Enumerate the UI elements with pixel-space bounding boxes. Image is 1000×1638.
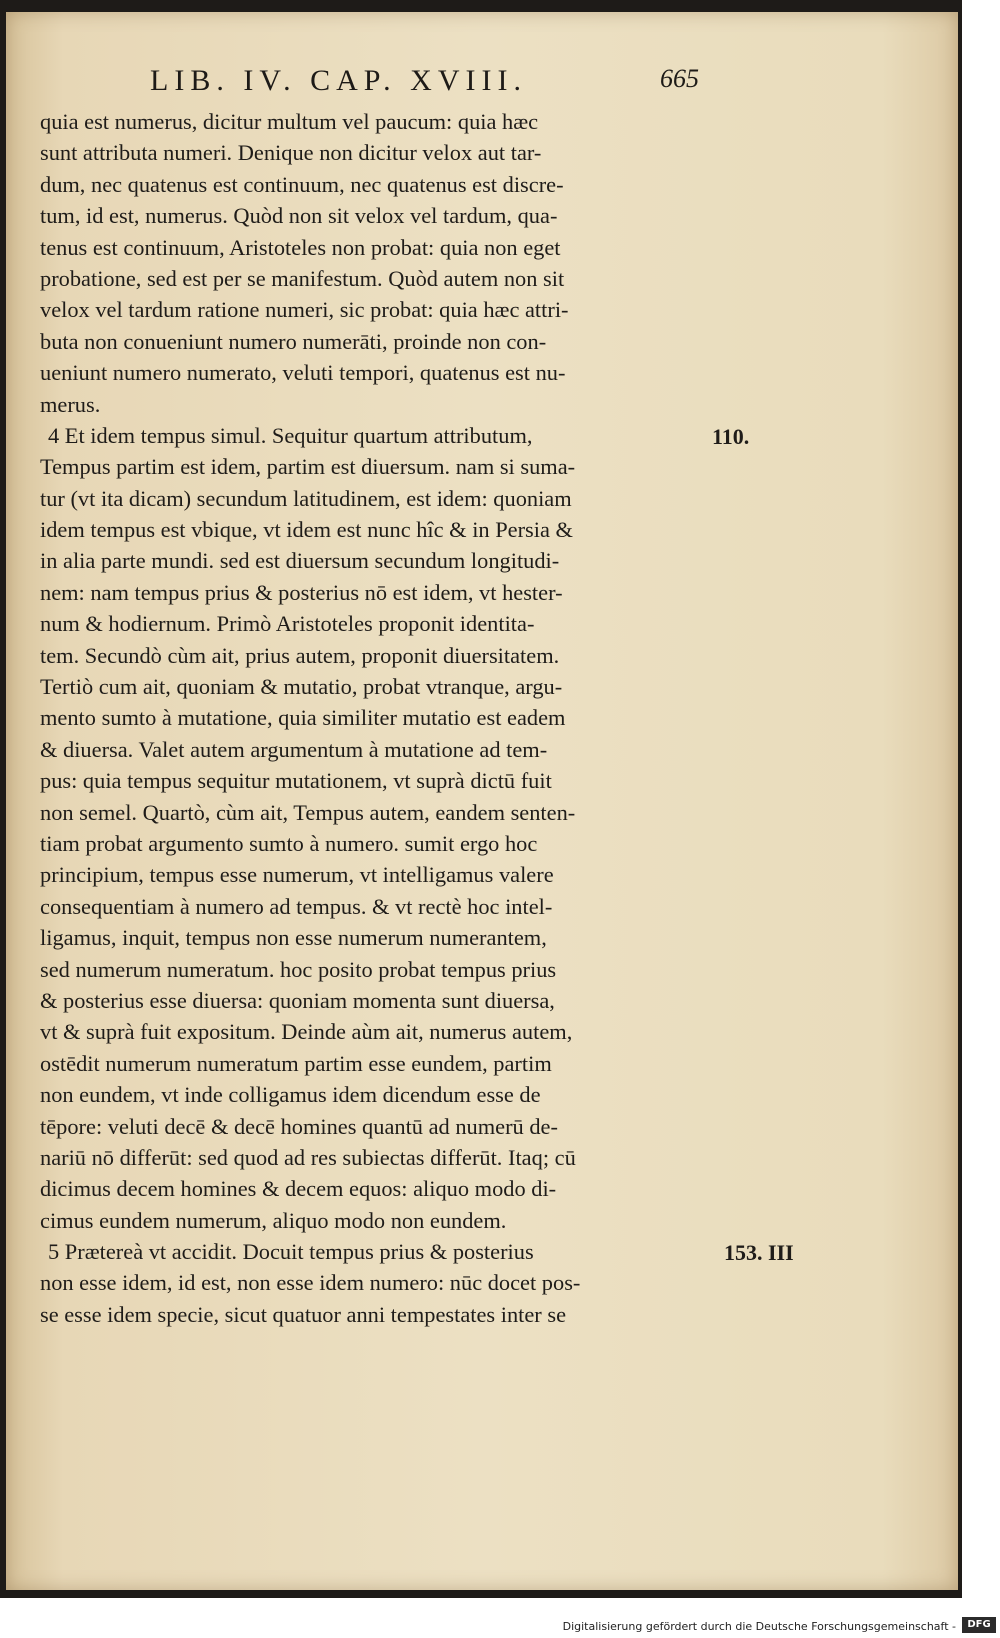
text-line: cimus eundem numerum, aliquo modo non eundem. — [40, 1207, 507, 1233]
text-line: sunt attributa numeri. Denique non dicitur velox aut tar- — [40, 140, 542, 166]
text-line: consequentiam à numero ad tempus. & vt rectè hoc intel- — [40, 893, 553, 919]
margin-note-153: 153. III — [724, 1240, 794, 1265]
text-line: principium, tempus esse numerum, vt intelligamus valere — [40, 862, 554, 888]
text-line: tenus est continuum, Aristoteles non probat: quia non eget — [40, 234, 561, 260]
text-line: nem: nam tempus prius & posterius nō est idem, vt hester- — [40, 579, 563, 605]
text-line: tum, id est, numerus. Quòd non sit velox vel tardum, qua- — [40, 203, 558, 229]
text-line: dum, nec quatenus est continuum, nec quatenus est discre- — [40, 171, 564, 197]
text-line: ligamus, inquit, tempus non esse numerum numerantem, — [40, 925, 547, 951]
text-line: in alia parte mundi. sed est diuersum secundum longitudi- — [40, 548, 560, 574]
text-line: non semel. Quartò, cùm ait, Tempus autem, eandem senten- — [40, 799, 576, 825]
text-line: & diuersa. Valet autem argumentum à mutatione ad tem- — [40, 736, 548, 762]
text-line: tiam probat argumento sumto à numero. sumit ergo hoc — [40, 830, 538, 856]
margin-note-110: 110. — [712, 424, 750, 449]
text-line: tem. Secundò cùm ait, prius autem, proponit diuersitatem. — [40, 642, 560, 668]
text-line: vt & suprà fuit expositum. Deinde aùm ait, numerus autem, — [40, 1019, 573, 1045]
text-line: pus: quia tempus sequitur mutationem, vt suprà dictū fuit — [40, 768, 552, 794]
text-line: ueniunt numero numerato, veluti tempori, quatenus est nu- — [40, 360, 566, 386]
funding-credit: Digitalisierung gefördert durch die Deutsche Forschungsgemeinschaft - — [562, 1620, 956, 1633]
text-line: Tempus partim est idem, partim est diuersum. nam si suma- — [40, 454, 576, 480]
dfg-logo-icon: DFG — [962, 1617, 996, 1633]
text-line: 4 Et idem tempus simul. Sequitur quartum attributum, — [48, 422, 533, 448]
text-line: nariū nō differūt: sed quod ad res subiectas differūt. Itaq; cū — [40, 1144, 576, 1170]
text-line: Tertiò cum ait, quoniam & mutatio, probat vtranque, argu- — [40, 674, 563, 700]
text-line: merus. — [40, 391, 101, 417]
text-line: tur (vt ita dicam) secundum latitudinem, est idem: quoniam — [40, 485, 572, 511]
text-line: 5 Prætereà vt accidit. Docuit tempus prius & posterius — [48, 1239, 534, 1265]
text-line: & posterius esse diuersa: quoniam momenta sunt diuersa, — [40, 987, 555, 1013]
text-line: num & hodiernum. Primò Aristoteles proponit identita- — [40, 611, 535, 637]
text-line: velox vel tardum ratione numeri, sic probat: quia hæc attri- — [40, 297, 569, 323]
text-block — [40, 106, 710, 1330]
text-line: non esse idem, id est, non esse idem numero: nūc docet pos- — [40, 1270, 581, 1296]
text-line: se esse idem specie, sicut quatuor anni tempestates inter se — [40, 1301, 567, 1327]
text-line: quia est numerus, dicitur multum vel paucum: quia hæc — [40, 109, 539, 134]
page-number: 665 — [660, 64, 699, 93]
running-title: LIB. IV. CAP. XVIII. — [150, 64, 527, 97]
text-line: non eundem, vt inde colligamus idem dicendum esse de — [40, 1082, 541, 1108]
text-line: mento sumto à mutatione, quia similiter mutatio est eadem — [40, 705, 566, 731]
text-line: sed numerum numeratum. hoc posito probat tempus prius — [40, 956, 557, 982]
text-line: ostēdit numerum numeratum partim esse eundem, partim — [40, 1050, 552, 1076]
text-line: tēpore: veluti decē & decē homines quantū ad numerū de- — [40, 1113, 558, 1139]
text-line: dicimus decem homines & decem equos: aliquo modo di- — [40, 1176, 557, 1202]
text-line: idem tempus est vbique, vt idem est nunc hîc & in Persia & — [40, 517, 573, 543]
text-line: probatione, sed est per se manifestum. Quòd autem non sit — [40, 265, 565, 291]
text-line: buta non conueniunt numero numerāti, proinde non con- — [40, 328, 547, 354]
